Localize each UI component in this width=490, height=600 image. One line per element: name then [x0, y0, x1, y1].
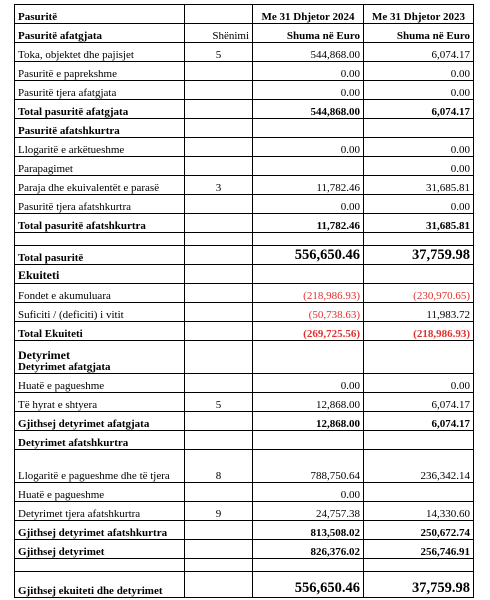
balance-sheet-page — [14, 0, 474, 598]
row-note: 8 — [185, 450, 253, 483]
table-row — [15, 81, 474, 100]
value-2023: 37,759.98 — [364, 572, 474, 598]
row-note — [185, 100, 253, 119]
value-2024: 24,757.38 — [253, 502, 364, 521]
row-label: Total Ekuiteti — [15, 322, 185, 341]
section-long-term-assets: Pasuritë afatgjata — [15, 24, 185, 43]
row-label: Total pasuritë — [15, 246, 185, 265]
value-2024: 556,650.46 — [253, 572, 364, 598]
grand-total-row — [15, 572, 474, 598]
value-2023: 0.00 — [364, 62, 474, 81]
section-label: Detyrimet afatshkurtra — [15, 431, 185, 450]
row-note — [185, 572, 253, 598]
liabilities-title: Detyrimet — [18, 348, 70, 362]
table-row — [15, 138, 474, 157]
total-row — [15, 412, 474, 431]
row-note — [185, 412, 253, 431]
value-2024: 12,868.00 — [253, 412, 364, 431]
col-2024-header: Me 31 Dhjetor 2024 — [253, 5, 364, 24]
table-row — [15, 195, 474, 214]
value-2023: 37,759.98 — [364, 246, 474, 265]
value-2024: 0.00 — [253, 81, 364, 100]
value-2023: 11,983.72 — [364, 303, 474, 322]
row-note — [185, 62, 253, 81]
row-label: Pasuritë tjera afatgjata — [15, 81, 185, 100]
value-2024: 0.00 — [253, 195, 364, 214]
row-label: Suficiti / (deficiti) i vitit — [15, 303, 185, 322]
row-note — [185, 284, 253, 303]
row-label: Pasuritë tjera afatshkurtra — [15, 195, 185, 214]
row-note — [185, 81, 253, 100]
unit-2023: Shuma në Euro — [364, 24, 474, 43]
row-label: Gjithsej detyrimet afatshkurtra — [15, 521, 185, 540]
table-row — [15, 303, 474, 322]
liabilities-subtitle: Detyrimet afatgjata — [18, 361, 111, 373]
value-2024: 0.00 — [253, 62, 364, 81]
row-note — [185, 246, 253, 265]
table-row — [15, 502, 474, 521]
row-note: 5 — [185, 393, 253, 412]
row-label: Pasuritë e paprekshme — [15, 62, 185, 81]
unit-2024: Shuma në Euro — [253, 24, 364, 43]
value-2024: 12,868.00 — [253, 393, 364, 412]
total-row — [15, 521, 474, 540]
value-2024: 826,376.02 — [253, 540, 364, 559]
section-row — [15, 341, 474, 374]
row-note — [185, 540, 253, 559]
row-note — [185, 138, 253, 157]
total-row — [15, 322, 474, 341]
total-row — [15, 214, 474, 233]
row-label: Llogaritë e arkëtueshme — [15, 138, 185, 157]
value-2024: 544,868.00 — [253, 43, 364, 62]
row-label: Gjithsej detyrimet afatgjata — [15, 412, 185, 431]
row-note — [185, 214, 253, 233]
table-row — [15, 176, 474, 195]
note-header-blank — [185, 5, 253, 24]
row-note — [185, 374, 253, 393]
value-2024: (269,725.56) — [253, 322, 364, 341]
spacer-row — [15, 233, 474, 246]
section-row — [15, 119, 474, 138]
value-2023: 250,672.74 — [364, 521, 474, 540]
value-2024: 11,782.46 — [253, 176, 364, 195]
value-2023: 0.00 — [364, 157, 474, 176]
table-row — [15, 483, 474, 502]
value-2023: 0.00 — [364, 374, 474, 393]
value-2023: 236,342.14 — [364, 450, 474, 483]
section-row — [15, 265, 474, 284]
value-2024 — [253, 157, 364, 176]
row-label: Të hyrat e shtyera — [15, 393, 185, 412]
value-2023: 0.00 — [364, 138, 474, 157]
value-2023: (230,970.65) — [364, 284, 474, 303]
value-2023: 14,330.60 — [364, 502, 474, 521]
value-2023: (218,986.93) — [364, 322, 474, 341]
header-row-1 — [15, 5, 474, 24]
table-row — [15, 62, 474, 81]
value-2023: 0.00 — [364, 81, 474, 100]
table-row — [15, 393, 474, 412]
balance-sheet-table — [14, 4, 474, 598]
value-2023: 6,074.17 — [364, 393, 474, 412]
table-row — [15, 157, 474, 176]
row-label: Fondet e akumuluara — [15, 284, 185, 303]
value-2023: 31,685.81 — [364, 214, 474, 233]
value-2024: 0.00 — [253, 374, 364, 393]
section-label: Ekuiteti — [15, 265, 185, 284]
value-2024: 544,868.00 — [253, 100, 364, 119]
value-2024: 556,650.46 — [253, 246, 364, 265]
row-note — [185, 521, 253, 540]
row-note: 9 — [185, 502, 253, 521]
row-label: Paraja dhe ekuivalentët e parasë — [15, 176, 185, 195]
row-note — [185, 483, 253, 502]
row-label: Gjithsej detyrimet — [15, 540, 185, 559]
col-2023-header: Me 31 Dhjetor 2023 — [364, 5, 474, 24]
assets-title: Pasuritë — [15, 5, 185, 24]
row-label: Total pasuritë afatshkurtra — [15, 214, 185, 233]
value-2023: 6,074.17 — [364, 412, 474, 431]
row-note — [185, 157, 253, 176]
row-label: Toka, objektet dhe pajisjet — [15, 43, 185, 62]
row-note — [185, 195, 253, 214]
table-row — [15, 450, 474, 483]
total-row — [15, 540, 474, 559]
value-2024: (50,738.63) — [253, 303, 364, 322]
value-2024: 813,508.02 — [253, 521, 364, 540]
value-2024: (218,986.93) — [253, 284, 364, 303]
table-row — [15, 43, 474, 62]
row-label: Gjithsej ekuiteti dhe detyrimet — [15, 572, 185, 598]
spacer-row — [15, 559, 474, 572]
section-row — [15, 431, 474, 450]
value-2024: 0.00 — [253, 138, 364, 157]
row-label: Huatë e pagueshme — [15, 374, 185, 393]
value-2024: 788,750.64 — [253, 450, 364, 483]
grand-total-row — [15, 246, 474, 265]
value-2023: 6,074.17 — [364, 100, 474, 119]
row-label: Parapagimet — [15, 157, 185, 176]
row-label: Total pasuritë afatgjata — [15, 100, 185, 119]
row-label: Huatë e pagueshme — [15, 483, 185, 502]
header-row-2 — [15, 24, 474, 43]
row-note — [185, 303, 253, 322]
table-row — [15, 284, 474, 303]
row-label: Llogaritë e pagueshme dhe të tjera — [15, 450, 185, 483]
row-note: 3 — [185, 176, 253, 195]
row-note: 5 — [185, 43, 253, 62]
value-2023: 256,746.91 — [364, 540, 474, 559]
row-note — [185, 322, 253, 341]
value-2023: 31,685.81 — [364, 176, 474, 195]
value-2024: 0.00 — [253, 483, 364, 502]
section-label: Pasuritë afatshkurtra — [15, 119, 185, 138]
total-row — [15, 100, 474, 119]
note-column-header: Shënimi — [185, 24, 253, 43]
value-2023 — [364, 483, 474, 502]
value-2024: 11,782.46 — [253, 214, 364, 233]
table-row — [15, 374, 474, 393]
value-2023: 6,074.17 — [364, 43, 474, 62]
value-2023: 0.00 — [364, 195, 474, 214]
section-label — [15, 341, 185, 374]
row-label: Detyrimet tjera afatshkurtra — [15, 502, 185, 521]
